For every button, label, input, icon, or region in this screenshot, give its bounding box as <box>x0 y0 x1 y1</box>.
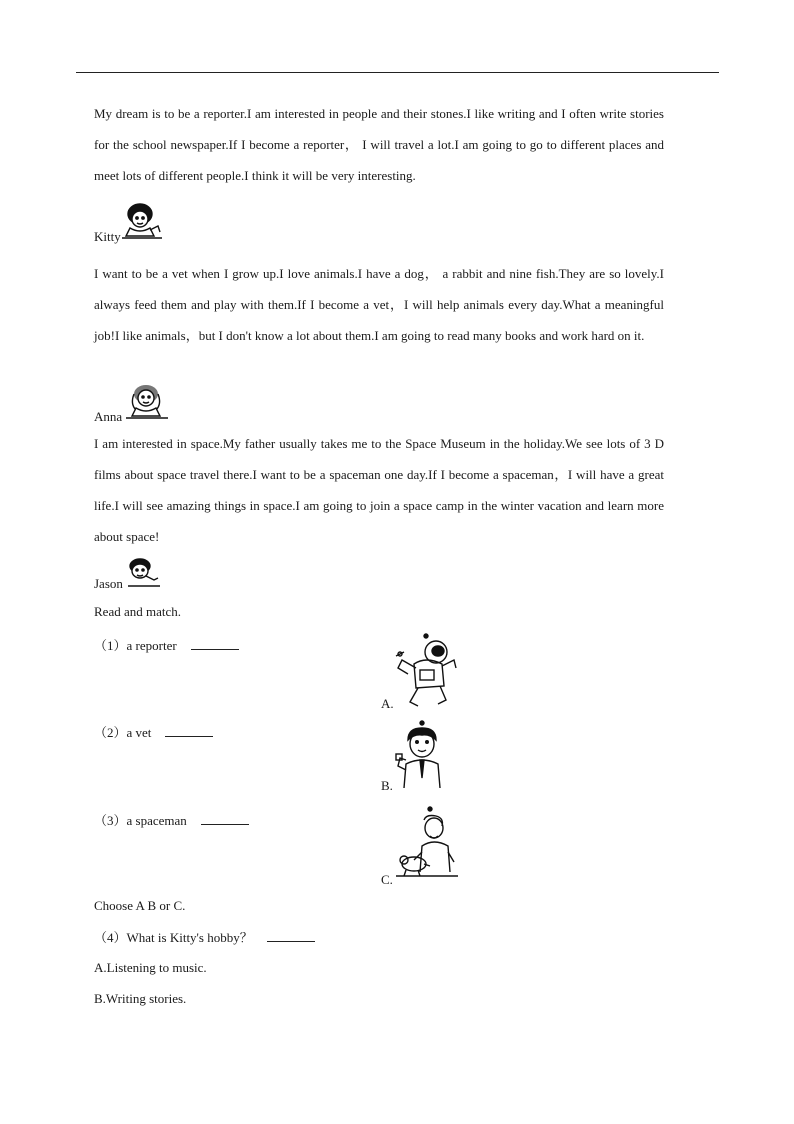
speaker-name-kitty: Kitty <box>94 229 121 244</box>
section-choose-title: Choose A B or C. <box>94 898 186 913</box>
passage-paragraph-1: My dream is to be a reporter.I am interested in people and their stones.I like writing and I often write stories for the school newspaper.If I become a reporter， I will travel a lot.I am going to go to different places and meet lots of different people.I think it will be very interesting. <box>94 106 664 183</box>
anna-portrait-icon <box>124 382 170 422</box>
option-label-c: C. <box>381 872 393 887</box>
match-item-text: a vet <box>126 725 152 740</box>
match-item-1 <box>94 637 239 655</box>
match-item-3 <box>94 812 249 830</box>
answer-blank[interactable] <box>165 724 213 737</box>
passage-paragraph-3: I am interested in space.My father usually takes me to the Space Museum in the holiday.We see lots of 3 D films about space travel there.I want to be a spaceman one day.If I become a spaceman，I will have a great life.I will see amazing things in space.I am going to join a space camp in the winter vacation and learn more about space! <box>94 436 664 544</box>
reporter-picture-icon <box>392 720 448 792</box>
question-4 <box>94 929 315 947</box>
header-rule <box>76 72 719 73</box>
speaker-name-jason: Jason <box>94 576 123 591</box>
passage-paragraph-2: I want to be a vet when I grow up.I love animals.I have a dog， a rabbit and nine fish.They are so lovely.I always feed them and play with them.If I become a vet，I will help animals every day.What a meaningful job!I like animals，but I don't know a lot about them.I am going to read many books and work hard on it. <box>94 266 664 343</box>
jason-portrait-icon <box>124 556 162 590</box>
match-item-text: a spaceman <box>126 813 187 828</box>
choice-a[interactable]: A.Listening to music. <box>94 960 207 975</box>
match-item-text: a reporter <box>126 638 177 653</box>
vet-picture-icon <box>394 806 460 882</box>
choice-b[interactable]: B.Writing stories. <box>94 991 187 1006</box>
option-label-a: A. <box>381 696 394 711</box>
match-item-number: （3） <box>94 813 127 828</box>
speaker-name-anna: Anna <box>94 409 123 424</box>
match-item-number: （2） <box>94 725 127 740</box>
answer-blank[interactable] <box>191 637 239 650</box>
question-number: （4） <box>94 930 127 945</box>
answer-blank[interactable] <box>201 812 249 825</box>
kitty-portrait-icon <box>120 200 164 242</box>
option-label-b: B. <box>381 778 393 793</box>
match-item-2 <box>94 724 213 742</box>
spaceman-picture-icon <box>392 630 462 710</box>
question-text: What is Kitty's hobby？ <box>126 930 253 945</box>
match-item-number: （1） <box>94 638 127 653</box>
section-read-and-match-title: Read and match. <box>94 604 181 619</box>
answer-blank[interactable] <box>267 929 315 942</box>
